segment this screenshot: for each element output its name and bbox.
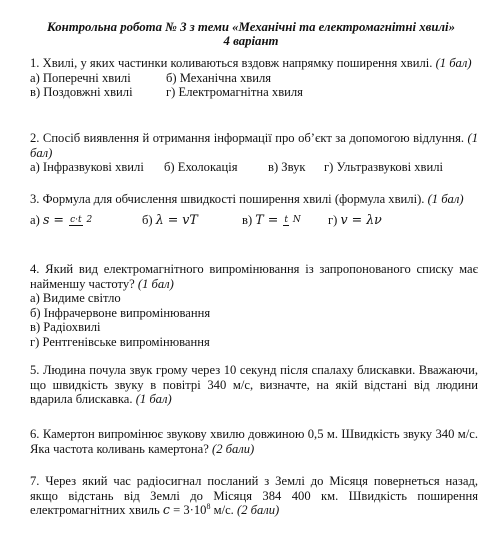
option-a-numerator: c·t <box>70 215 82 226</box>
option-c-fraction <box>283 216 301 226</box>
option-d: г) Рентгенівське випромінювання <box>30 334 210 349</box>
question-4-points: (1 бал) <box>137 276 174 291</box>
option-c: в) Радіохвилі <box>30 320 101 335</box>
option-d-formula: v = λν <box>340 212 382 228</box>
question-2-body: 2. Спосіб виявлення й отримання інформації про об’єкт за допомогою відлуння. <box>30 131 465 145</box>
option-c <box>242 213 328 228</box>
question-6-points: (2 бали) <box>212 441 255 456</box>
question-2-points: (1 бал) <box>30 131 478 160</box>
question-1 <box>30 56 478 100</box>
question-3-points: (1 бал) <box>427 192 464 206</box>
test-header <box>28 20 474 49</box>
option-a-lhs: s = <box>42 212 64 228</box>
question-6 <box>30 427 478 456</box>
question-6-text <box>30 427 478 456</box>
option-d-prefix: г) <box>328 213 338 228</box>
option-b <box>142 213 242 228</box>
speed-symbol: c <box>162 502 170 518</box>
question-7 <box>30 474 478 518</box>
speed-unit: м/с. <box>213 503 234 518</box>
question-2 <box>30 131 478 175</box>
question-5-points: (1 бал) <box>135 392 172 407</box>
question-3 <box>30 192 478 233</box>
question-3-text <box>30 192 478 207</box>
question-7-points: (2 бали) <box>237 503 280 518</box>
option-c-denominator: N <box>292 215 301 226</box>
option-b: б) Інфрачервоне випромінювання <box>30 305 211 320</box>
option-d <box>328 213 382 228</box>
test-title: Контрольна робота № 3 з теми «Механічні та електромагнітні хвилі» <box>47 20 455 34</box>
question-2-options <box>30 160 478 175</box>
option-b: б) Ехолокація <box>164 160 238 175</box>
question-3-options <box>30 209 478 233</box>
option-a: а) Видиме світло <box>30 291 121 306</box>
question-7-text <box>30 474 478 518</box>
option-b-prefix: б) <box>142 213 153 228</box>
option-c: в) Звук <box>268 160 306 175</box>
speed-value: = 3·10 <box>173 503 207 518</box>
question-1-text <box>30 56 478 71</box>
question-1-body: 1. Хвилі, у яких частинки коливаються вздовж напрямку поширення хвилі. <box>30 56 433 70</box>
question-5-body: 5. Людина почула звук грому через 10 секунд після спалаху блискавки. Вважаючи, що швидкість звуку в повітрі 340 м/с, визначте, на якій відстані від людини вдарила блискавка. <box>30 363 478 407</box>
option-d: г) Електромагнітна хвиля <box>166 85 303 100</box>
option-b-formula: λ = vT <box>155 212 198 228</box>
option-d: г) Ультразвукові хвилі <box>324 160 444 175</box>
question-1-options-row-2 <box>30 85 478 100</box>
option-b: б) Механічна хвиля <box>166 70 272 85</box>
option-a-fraction <box>69 216 93 226</box>
speed-exponent: 8 <box>206 502 211 511</box>
option-c-lhs: T = <box>255 212 279 228</box>
option-a: а) Інфразвукові хвилі <box>30 160 144 175</box>
option-c: в) Поздовжні хвилі <box>30 85 133 100</box>
question-6-body: 6. Камертон випромінює звукову хвилю довжиною 0,5 м. Швидкість звуку 340 м/с. Яка частота коливань камертона? <box>30 427 478 456</box>
option-a <box>30 213 142 228</box>
option-a: а) Поперечні хвилі <box>30 70 131 85</box>
option-a-denominator: 2 <box>86 215 93 226</box>
question-4-body: 4. Який вид електромагнітного випромінювання із запропонованого списку має найменшу частоту? <box>30 262 478 291</box>
question-4 <box>30 262 478 350</box>
option-a-prefix: а) <box>30 213 40 228</box>
option-c-numerator: t <box>284 215 289 226</box>
question-7-body: 7. Через який час радіосигнал посланий з Землі до Місяця повернеться назад, якщо відстань від Землі до Місяця 384 400 км. Швидкість поширення електромагнітних хвиль <box>30 474 478 518</box>
question-5 <box>30 363 478 407</box>
question-2-text <box>30 131 478 160</box>
option-c-prefix: в) <box>242 213 253 228</box>
question-4-text <box>30 262 478 291</box>
question-1-points: (1 бал) <box>435 56 472 70</box>
variant-label: 4 варіант <box>223 34 279 49</box>
question-1-options-row-1 <box>30 71 478 86</box>
question-5-text <box>30 363 478 407</box>
question-3-body: 3. Формула для обчислення швидкості поширення хвилі (формула хвилі). <box>30 192 425 206</box>
